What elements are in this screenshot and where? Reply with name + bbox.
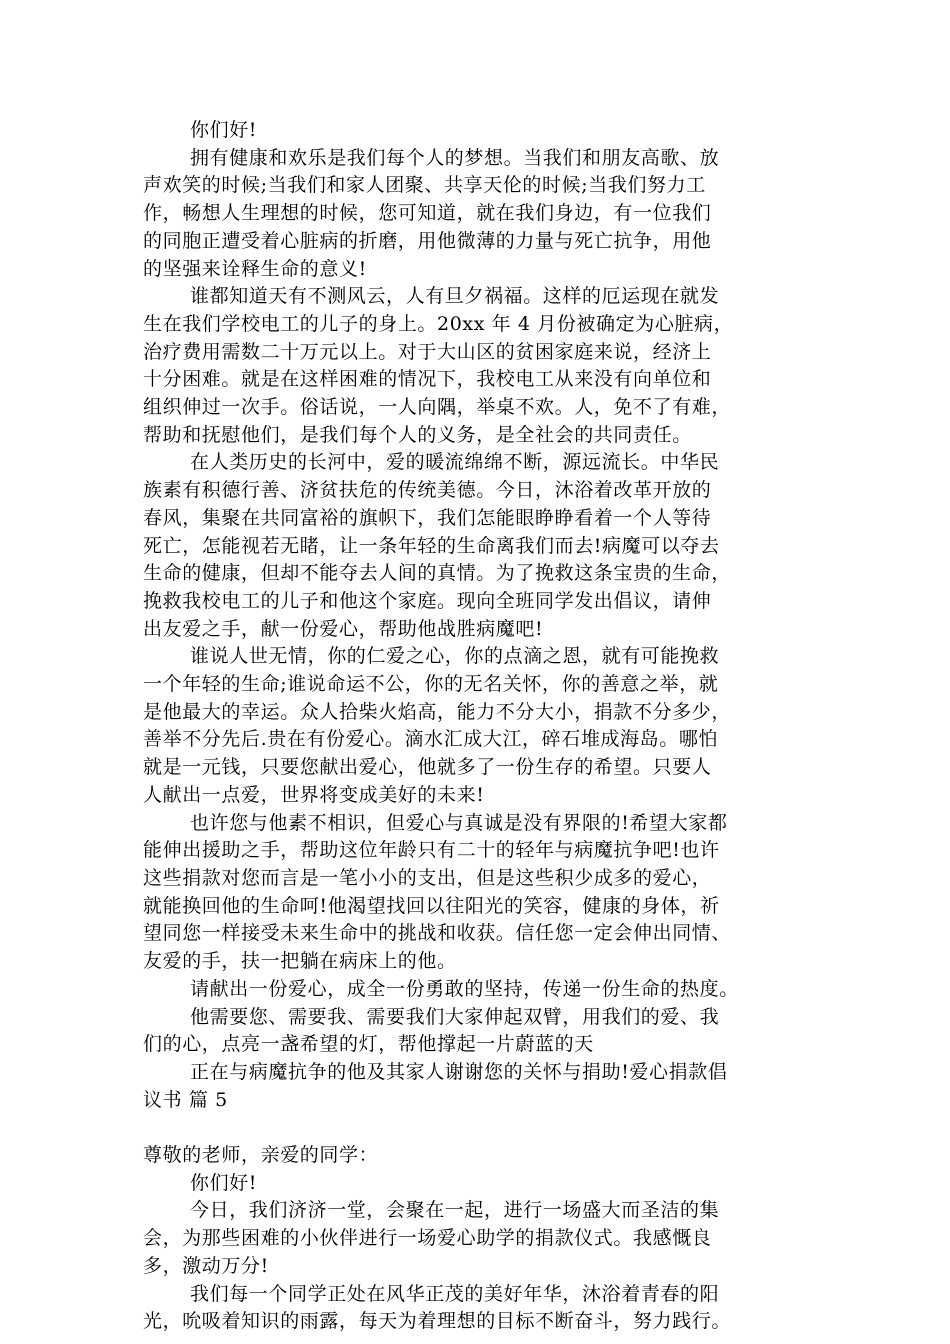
text-line: 声欢笑的时候;当我们和家人团聚、共享天伦的时候;当我们努力工: [143, 174, 706, 197]
text-line: 也许您与他素不相识，但爱心与真诚是没有界限的!希望大家都: [190, 811, 728, 834]
text-line: 就是一元钱，只要您献出爱心，他就多了一份生存的希望。只要人: [143, 756, 712, 779]
text-line: 族素有积德行善、济贫扶危的传统美德。今日，沐浴着改革开放的: [143, 479, 712, 502]
text-line: 死亡，怎能视若无睹，让一条年轻的生命离我们而去!病魔可以夺去: [143, 534, 720, 557]
text-line: 谁说人世无情，你的仁爱之心，你的点滴之恩，就有可能挽救: [190, 645, 720, 668]
text-line: 正在与病魔抗争的他及其家人谢谢您的关怀与捐助!爱心捐款倡: [190, 1060, 728, 1083]
text-line: 光，吮吸着知识的雨露，每天为着理想的目标不断奋斗，努力践行。: [143, 1310, 732, 1333]
text-line: 我们每一个同学正处在风华正茂的美好年华，沐浴着青春的阳: [190, 1282, 720, 1305]
text-line: 的坚强来诠释生命的意义!: [143, 257, 367, 280]
text-line: 们的心，点亮一盏希望的灯，帮他撑起一片蔚蓝的天: [143, 1033, 594, 1056]
text-line: 帮助和抚慰他们，是我们每个人的义务，是全社会的共同责任。: [143, 423, 692, 446]
text-line: 生在我们学校电工的儿子的身上。20xx 年 4 月份被确定为心脏病，: [143, 312, 734, 335]
text-line: [143, 1114, 807, 1142]
text-line: 会，为那些困难的小伙伴进行一场爱心助学的捐款仪式。我感慨良: [143, 1227, 712, 1250]
text-line: 作，畅想人生理想的时候，您可知道，就在我们身边，有一位我们: [143, 202, 712, 225]
text-line: 生命的健康，但却不能夺去人间的真情。为了挽救这条宝贵的生命，: [143, 562, 732, 585]
text-line: 拥有健康和欢乐是我们每个人的梦想。当我们和朋友高歌、放: [190, 146, 720, 169]
document-body: [143, 117, 807, 1336]
text-line: 谁都知道天有不测风云，人有旦夕祸福。这样的厄运现在就发: [190, 285, 720, 308]
text-line: 能伸出援助之手，帮助这位年龄只有二十的轻年与病魔抗争吧!也许: [143, 839, 720, 862]
text-line: 你们好!: [190, 1171, 258, 1194]
text-line: 一个年轻的生命;谁说命运不公，你的无名关怀，你的善意之举，就: [143, 673, 719, 696]
text-line: 治疗费用需数二十万元以上。对于大山区的贫困家庭来说，经济上: [143, 340, 712, 363]
text-line: 他需要您、需要我、需要我们大家伸起双臂，用我们的爱、我: [190, 1005, 720, 1028]
text-line: 多，激动万分!: [143, 1254, 269, 1277]
text-line: 是他最大的幸运。众人拾柴火焰高，能力不分大小，捐款不分多少，: [143, 700, 732, 723]
text-line: 出友爱之手，献一份爱心，帮助他战胜病魔吧!: [143, 617, 544, 640]
text-line: 你们好!: [190, 119, 258, 141]
text-line: 今日，我们济济一堂，会聚在一起，进行一场盛大而圣洁的集: [190, 1199, 720, 1222]
text-line: 就能换回他的生命呵!他渴望找回以往阳光的笑容，健康的身体，祈: [143, 894, 720, 917]
text-line: 这些捐款对您而言是一笔小小的支出，但是这些积少成多的爱心，: [143, 866, 712, 889]
text-line: 请献出一份爱心，成全一份勇敢的坚持，传递一份生命的热度。: [190, 977, 739, 1000]
text-line: 人献出一点爱，世界将变成美好的未来!: [143, 783, 485, 806]
text-line: 挽救我校电工的儿子和他这个家庭。现向全班同学发出倡议，请伸: [143, 589, 712, 612]
text-line: 春风，集聚在共同富裕的旗帜下，我们怎能眼睁睁看着一个人等待: [143, 506, 712, 529]
text-line: 的同胞正遭受着心脏病的折磨，用他微薄的力量与死亡抗争，用他: [143, 229, 712, 252]
text-line: 议书 篇 5: [143, 1088, 228, 1111]
text-line: 在人类历史的长河中，爱的暖流绵绵不断，源远流长。中华民: [190, 451, 720, 474]
text-line: 望同您一样接受未来生命中的挑战和收获。信任您一定会伸出同情、: [143, 922, 732, 945]
text-line: 组织伸过一次手。俗话说，一人向隅，举桌不欢。人，免不了有难，: [143, 396, 732, 419]
text-line: 善举不分先后.贵在有份爱心。滴水汇成大江，碎石堆成海岛。哪怕: [143, 728, 719, 751]
text-line: 友爱的手，扶一把躺在病床上的他。: [143, 950, 457, 973]
text-line: 十分困难。就是在这样困难的情况下，我校电工从来没有向单位和: [143, 368, 712, 391]
text-line: 尊敬的老师，亲爱的同学：: [143, 1144, 379, 1166]
